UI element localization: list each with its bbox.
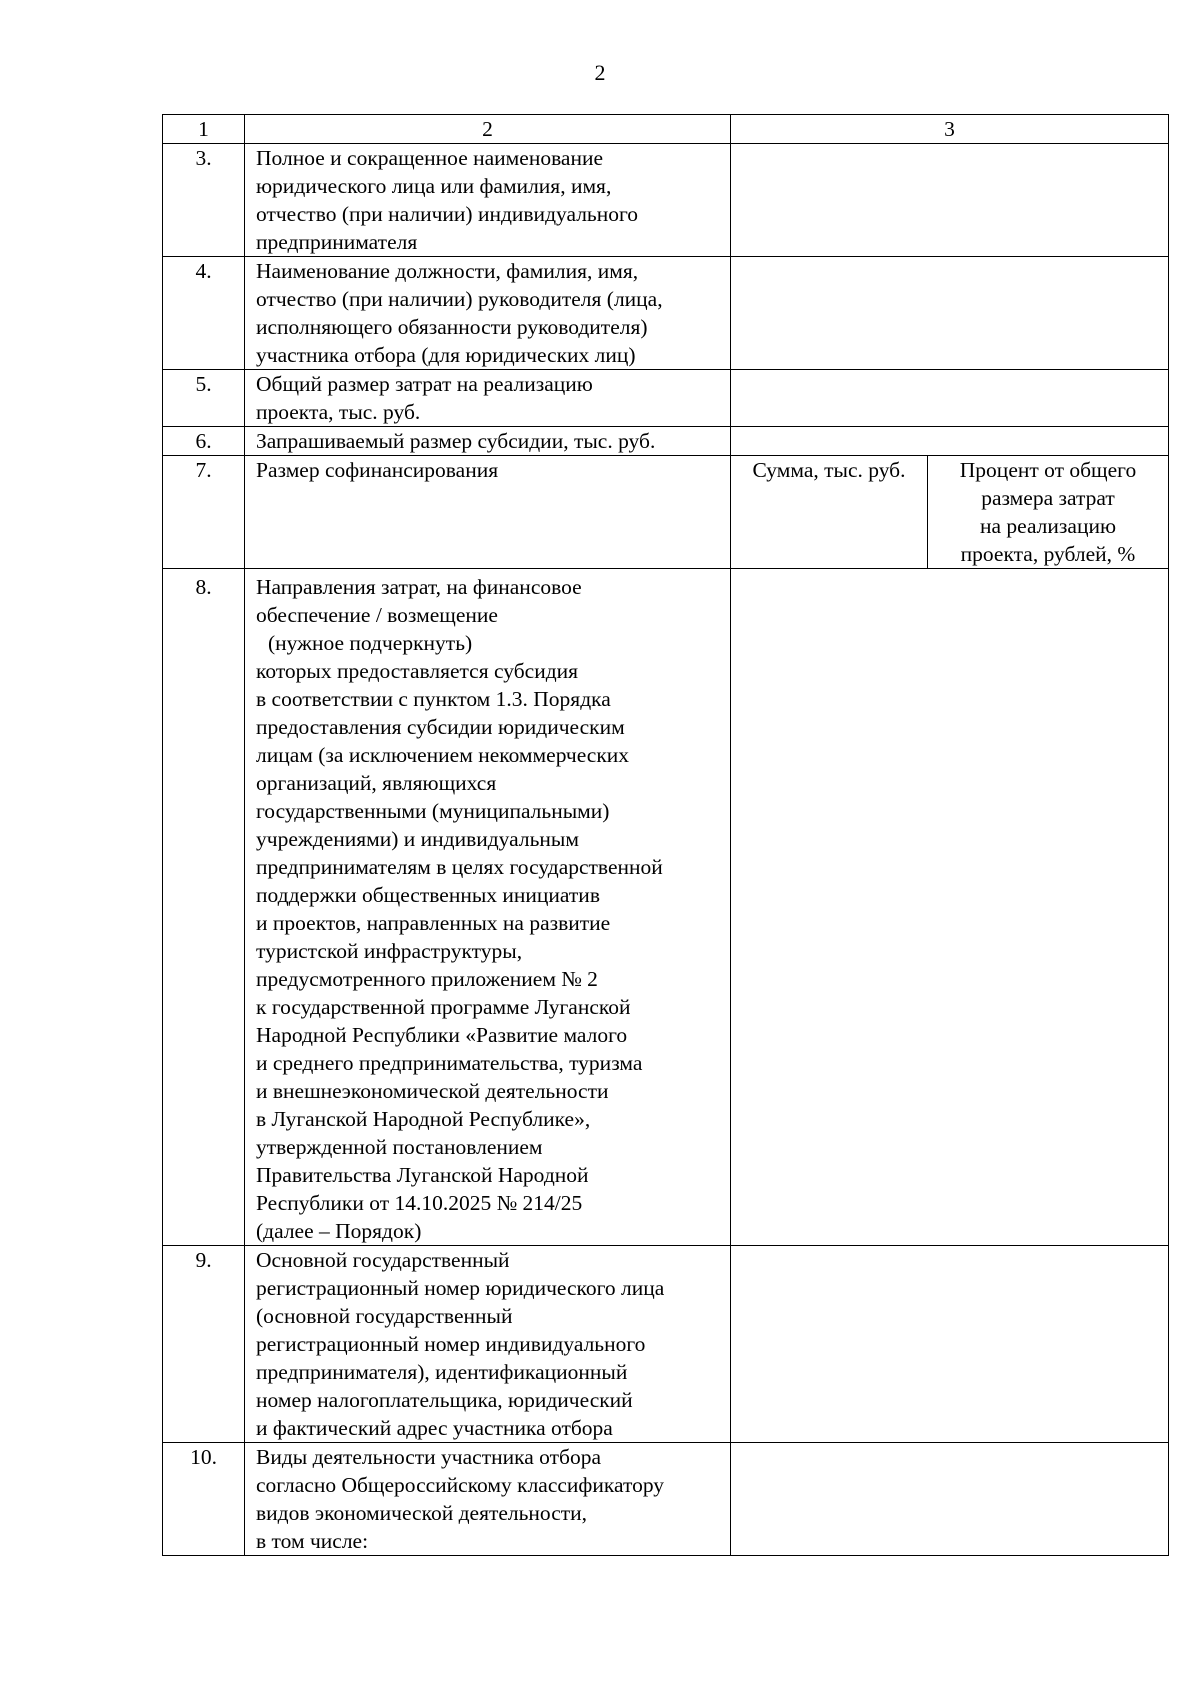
row-label-line: которых предоставляется субсидия bbox=[256, 659, 579, 683]
row-label-line: юридического лица или фамилия, имя, bbox=[256, 174, 612, 198]
row-label-line: туристской инфраструктуры, bbox=[256, 939, 523, 963]
row-label bbox=[245, 427, 731, 456]
row-label-line: видов экономической деятельности, bbox=[256, 1501, 588, 1525]
row-label-line: Запрашиваемый размер субсидии, тыс. руб. bbox=[256, 429, 656, 453]
row-label-line: проекта, тыс. руб. bbox=[256, 400, 421, 424]
row-number: 10. bbox=[163, 1443, 245, 1556]
row-label-line: (далее – Порядок) bbox=[256, 1219, 422, 1243]
row-label-line: отчество (при наличии) индивидуального bbox=[256, 202, 639, 226]
row-label-line: Виды деятельности участника отбора bbox=[256, 1445, 601, 1469]
row-label-line: номер налогоплательщика, юридический bbox=[256, 1388, 633, 1412]
row-label bbox=[245, 370, 731, 427]
application-form-table bbox=[162, 114, 1169, 1556]
row-label-line: предпринимателя bbox=[256, 230, 418, 254]
table-row bbox=[163, 257, 1169, 370]
table-row bbox=[163, 569, 1169, 1246]
row-label-line: согласно Общероссийскому классификатору bbox=[256, 1473, 665, 1497]
row-label-line: Народной Республики «Развитие малого bbox=[256, 1023, 628, 1047]
row-label bbox=[245, 144, 731, 257]
row-number: 7. bbox=[163, 456, 245, 569]
table-row bbox=[163, 144, 1169, 257]
row-value-cell[interactable] bbox=[731, 144, 1169, 257]
row-label-line: предоставления субсидии юридическим bbox=[256, 715, 625, 739]
row-label-line: и проектов, направленных на развитие bbox=[256, 911, 611, 935]
table-row bbox=[163, 427, 1169, 456]
row-label-line: к государственной программе Луганской bbox=[256, 995, 631, 1019]
row-label-line: предпринимателя), идентификационный bbox=[256, 1360, 628, 1384]
row-label-line: (нужное подчеркнуть) bbox=[268, 631, 473, 655]
row-label-line: участника отбора (для юридических лиц) bbox=[256, 343, 636, 367]
row-label-line: регистрационный номер индивидуального bbox=[256, 1332, 646, 1356]
table-row bbox=[163, 456, 1169, 569]
row-label bbox=[245, 456, 731, 569]
row-label-line: учреждениями) и индивидуальным bbox=[256, 827, 579, 851]
row-label-line: лицам (за исключением некоммерческих bbox=[256, 743, 630, 767]
row-value-cell[interactable] bbox=[731, 1443, 1169, 1556]
column-header-3: 3 bbox=[731, 115, 1169, 144]
row-label-line: Направления затрат, на финансовое bbox=[256, 575, 582, 599]
row-label-line: организаций, являющихся bbox=[256, 771, 497, 795]
cofinancing-sum-cell[interactable] bbox=[731, 456, 928, 569]
row-label-line: и внешнеэкономической деятельности bbox=[256, 1079, 609, 1103]
row-label-line: Основной государственный bbox=[256, 1248, 510, 1272]
row-label-line: в том числе: bbox=[256, 1529, 369, 1553]
row-label-line: Республики от 14.10.2025 № 214/25 bbox=[256, 1191, 583, 1215]
cofinancing-percent-line: проекта, рублей, % bbox=[960, 542, 1136, 566]
row-label-line: Полное и сокращенное наименование bbox=[256, 146, 604, 170]
row-label-line: утвержденной постановлением bbox=[256, 1135, 543, 1159]
row-label-line: исполняющего обязанности руководителя) bbox=[256, 315, 648, 339]
table-row bbox=[163, 1246, 1169, 1443]
row-number: 6. bbox=[163, 427, 245, 456]
row-value-cell[interactable] bbox=[731, 257, 1169, 370]
cofinancing-sum-label: Сумма, тыс. руб. bbox=[752, 458, 906, 482]
table-header-row bbox=[163, 115, 1169, 144]
row-number: 4. bbox=[163, 257, 245, 370]
row-value-cell[interactable] bbox=[731, 1246, 1169, 1443]
row-label-line: в соответствии с пунктом 1.3. Порядка bbox=[256, 687, 611, 711]
row-label-line: предпринимателям в целях государственной bbox=[256, 855, 663, 879]
cofinancing-percent-line: Процент от общего bbox=[959, 458, 1137, 482]
row-label-line: в Луганской Народной Республике», bbox=[256, 1107, 591, 1131]
row-number: 3. bbox=[163, 144, 245, 257]
table-row bbox=[163, 1443, 1169, 1556]
row-value-cell[interactable] bbox=[731, 427, 1169, 456]
row-value-cell[interactable] bbox=[731, 569, 1169, 1246]
row-number: 8. bbox=[163, 569, 245, 1246]
row-number: 5. bbox=[163, 370, 245, 427]
row-label-line: Наименование должности, фамилия, имя, bbox=[256, 259, 639, 283]
row-number: 9. bbox=[163, 1246, 245, 1443]
row-label bbox=[245, 257, 731, 370]
row-label-line: предусмотренного приложением № 2 bbox=[256, 967, 598, 991]
row-label-line: Размер софинансирования bbox=[256, 458, 499, 482]
row-label bbox=[245, 1246, 731, 1443]
row-value-cell[interactable] bbox=[731, 370, 1169, 427]
row-label-line: Правительства Луганской Народной bbox=[256, 1163, 589, 1187]
row-label-line: и фактический адрес участника отбора bbox=[256, 1416, 613, 1440]
table-row bbox=[163, 370, 1169, 427]
row-label-line: поддержки общественных инициатив bbox=[256, 883, 600, 907]
row-label bbox=[245, 569, 731, 1246]
column-header-1: 1 bbox=[163, 115, 245, 144]
cofinancing-percent-line: на реализацию bbox=[979, 514, 1117, 538]
row-label-line: отчество (при наличии) руководителя (лица, bbox=[256, 287, 663, 311]
row-label-line: Общий размер затрат на реализацию bbox=[256, 372, 593, 396]
cofinancing-percent-cell[interactable] bbox=[928, 456, 1169, 569]
row-label-line: и среднего предпринимательства, туризма bbox=[256, 1051, 643, 1075]
row-label-line: обеспечение / возмещение bbox=[256, 603, 498, 627]
column-header-2: 2 bbox=[245, 115, 731, 144]
row-label-line: государственными (муниципальными) bbox=[256, 799, 610, 823]
row-label bbox=[245, 1443, 731, 1556]
row-label-line: (основной государственный bbox=[256, 1304, 513, 1328]
row-label-line: регистрационный номер юридического лица bbox=[256, 1276, 665, 1300]
page-number: 2 bbox=[594, 60, 606, 85]
cofinancing-percent-line: размера затрат bbox=[981, 486, 1115, 510]
